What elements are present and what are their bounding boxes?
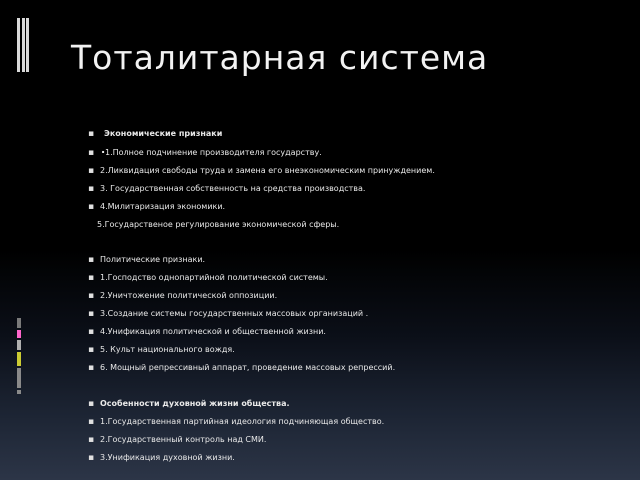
bullet-icon: ▪: [88, 273, 95, 283]
political-item-3: 3.Создание системы государственных массовых организаций .: [100, 309, 369, 318]
bullet-icon: ▪: [88, 453, 95, 463]
bullet-icon: ▪: [88, 202, 95, 212]
economic-item-5: 5.Государственое регулирование экономической сферы.: [97, 220, 340, 229]
bullet-icon: ▪: [88, 363, 95, 373]
bullet-icon: ▪: [88, 129, 95, 139]
spiritual-item-2: 2.Государственный контроль над СМИ.: [100, 435, 267, 444]
bullet-icon: ▪: [88, 345, 95, 355]
bullet-icon: ▪: [88, 148, 95, 158]
political-item-2: 2.Уничтожение политической оппозиции.: [100, 291, 278, 300]
economic-item-2: 2.Ликвидация свободы труда и замена его внеэкономическим принуждением.: [100, 166, 435, 175]
bullet-icon: ▪: [88, 291, 95, 301]
political-item-4: 4.Унификация политической и общественной жизни.: [100, 327, 326, 336]
political-item-5: 5. Культ национального вождя.: [100, 345, 235, 354]
bullet-icon: ▪: [88, 166, 95, 176]
political-heading: Политические признаки.: [100, 255, 206, 264]
economic-item-4: 4.Милитаризация экономики.: [100, 202, 226, 211]
spiritual-heading: Особенности духовной жизни общества.: [100, 399, 290, 408]
item-marker: .: [101, 143, 106, 156]
bullet-icon: ▪: [88, 435, 95, 445]
economic-heading: Экономические признаки: [104, 129, 223, 138]
economic-item-3: 3. Государственная собственность на средства производства.: [100, 184, 366, 193]
bullet-icon: ▪: [88, 255, 95, 265]
spiritual-item-3: 3.Унификация духовной жизни.: [100, 453, 235, 462]
bullet-icon: ▪: [88, 417, 95, 427]
bullet-icon: ▪: [88, 309, 95, 319]
bullet-icon: ▪: [88, 399, 95, 409]
political-item-1: 1.Господство однопартийной политической системы.: [100, 273, 328, 282]
political-item-6: 6. Мощный репрессивный аппарат, проведение массовых репрессий.: [100, 363, 396, 372]
economic-item-1: 1.Полное подчинение производителя государству.: [105, 148, 322, 157]
bullet-icon: ▪: [88, 327, 95, 337]
spiritual-item-1: 1.Государственная партийная идеология подчиняющая общество.: [100, 417, 385, 426]
bullet-icon: ▪: [88, 184, 95, 194]
slide-title: Тоталитарная система: [71, 38, 489, 77]
